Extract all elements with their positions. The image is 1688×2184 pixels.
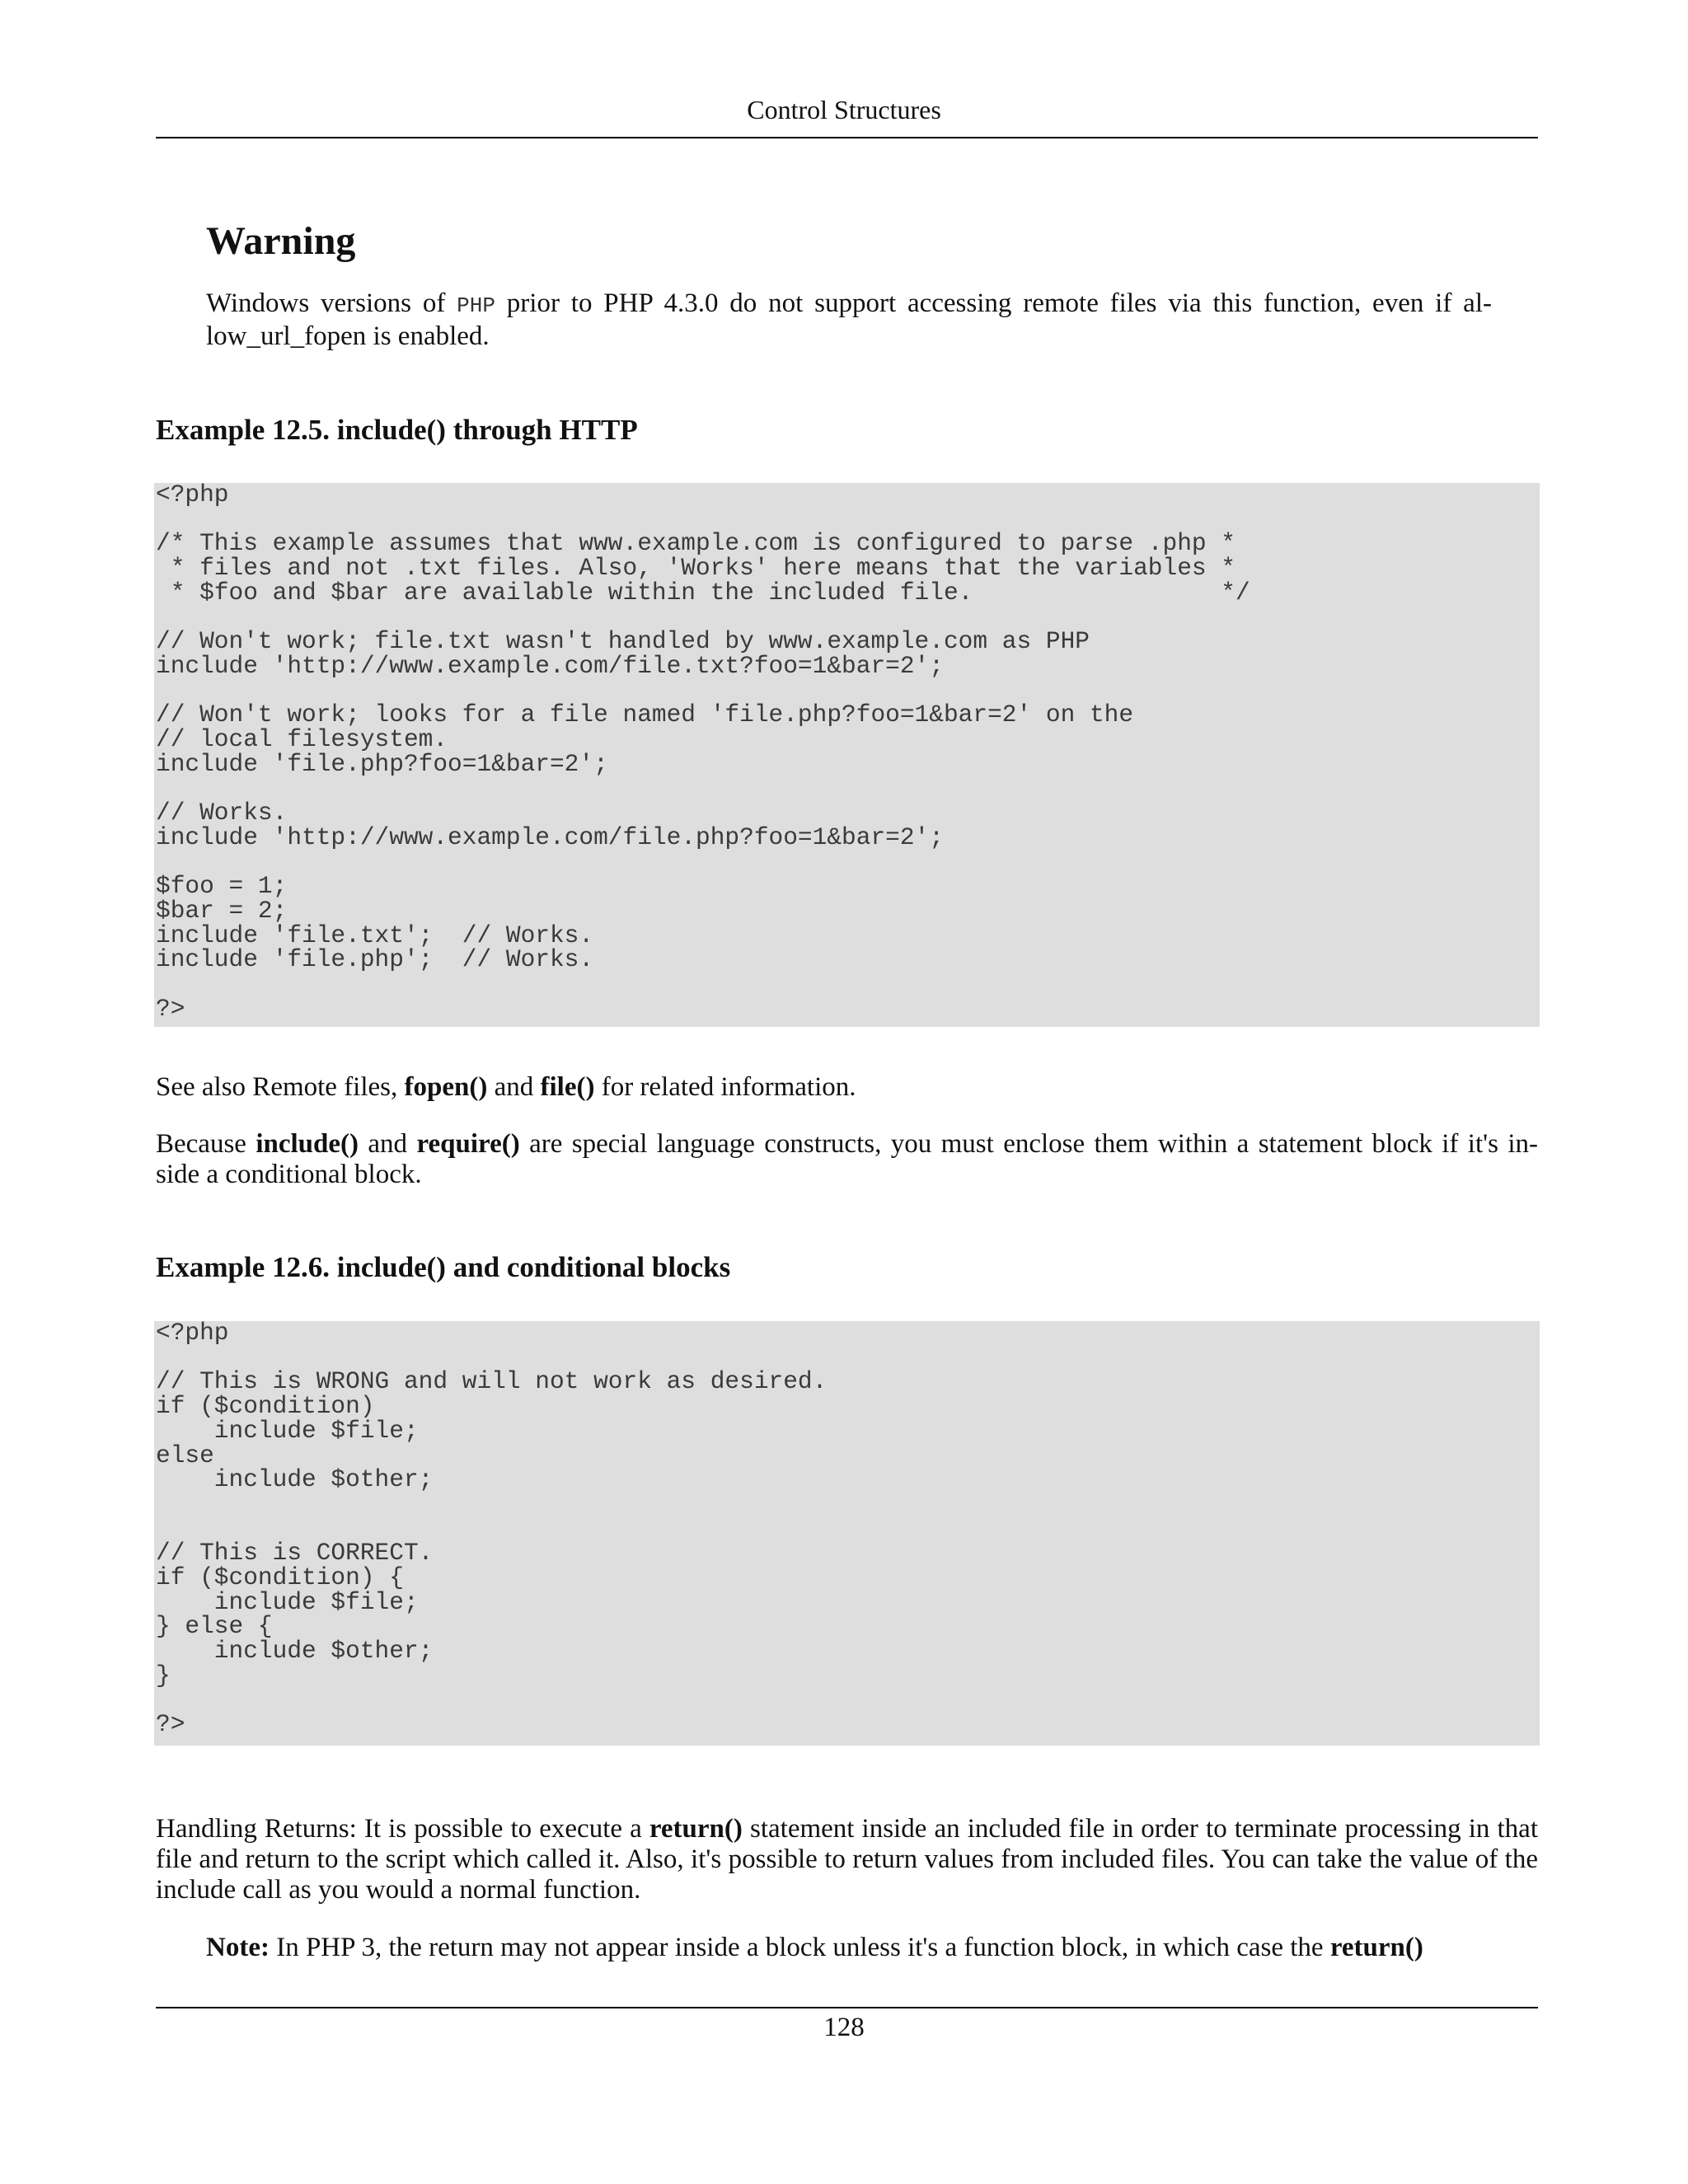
warning-text-part: prior to PHP 4.3.0 do not support accessing remote files via this function, even if al- low_url_fopen is enabled. (206, 288, 1492, 351)
footer-rule (156, 2007, 1538, 2008)
note-label: Note: (206, 1933, 270, 1962)
text-run: See also Remote files, (156, 1072, 405, 1102)
page-number: 128 (823, 2013, 865, 2042)
example-12-6-title: Example 12.6. include() and conditional blocks (156, 1251, 731, 1283)
warning-text-part: Windows versions of (206, 288, 457, 318)
include-function: include() (256, 1129, 359, 1159)
return-function: return() (649, 1814, 743, 1844)
running-header: Control Structures (747, 95, 941, 124)
text-run: statement inside an included file in order to terminate processing in that file and return to the script which called it. Also, it's possible to return values from included files. You can take the value of the include call as you would a normal function. (156, 1814, 1538, 1905)
return-function: return() (1329, 1933, 1423, 1962)
see-also-paragraph (156, 1072, 1538, 1103)
header-rule (156, 137, 1538, 138)
because-paragraph (156, 1129, 1538, 1190)
text-run: Handling Returns: It is possible to execute a (156, 1814, 649, 1844)
example-12-6-code: <?php // This is WRONG and will not work as desired. if ($condition) include $file; else include $other; // This is CORRECT. if ($condition) { include $file; } else { include $other; } ?> (156, 1319, 828, 1739)
text-run: and (359, 1129, 417, 1159)
text-run: and (487, 1072, 541, 1102)
note-paragraph (206, 1933, 1492, 1963)
file-function: file() (540, 1072, 595, 1102)
text-run: In PHP 3, the return may not appear inside a block unless it's a function block, in which case the (269, 1933, 1330, 1962)
example-12-5-code-block (154, 480, 1540, 1027)
example-12-6-code-block (154, 1321, 1540, 1746)
handling-returns-paragraph (156, 1814, 1538, 1905)
require-function: require() (416, 1129, 520, 1159)
text-run: for related information. (594, 1072, 856, 1102)
example-12-5-code: <?php /* This example assumes that www.example.com is configured to parse .php * * files and not .txt files. Also, 'Works' here means that the variables * * $foo and $bar are available within the included file. */ // Won't work; file.txt wasn't handled by www.example.com as PHP include 'http://www.example.com/file.txt?foo=1&bar=2'; // Won't work; looks for a file named 'file.php?foo=1&bar=2' on the // local filesystem. include 'file.php?foo=1&bar=2'; // Works. include 'http://www.example.com/file.php?foo=1&bar=2'; $foo = 1; $bar = 2; include 'file.txt'; // Works. include 'file.php'; // Works. ?> (156, 480, 1250, 1023)
example-12-5-title: Example 12.5. include() through HTTP (156, 414, 638, 446)
php-abbr: PHP (457, 293, 495, 318)
fopen-function: fopen() (404, 1072, 488, 1102)
warning-heading: Warning (206, 219, 356, 263)
text-run: are special language constructs, you must enclose them within a statement block if it's in- side a conditional block. (156, 1129, 1538, 1189)
text-run: Because (156, 1129, 256, 1159)
warning-text (206, 288, 1492, 352)
